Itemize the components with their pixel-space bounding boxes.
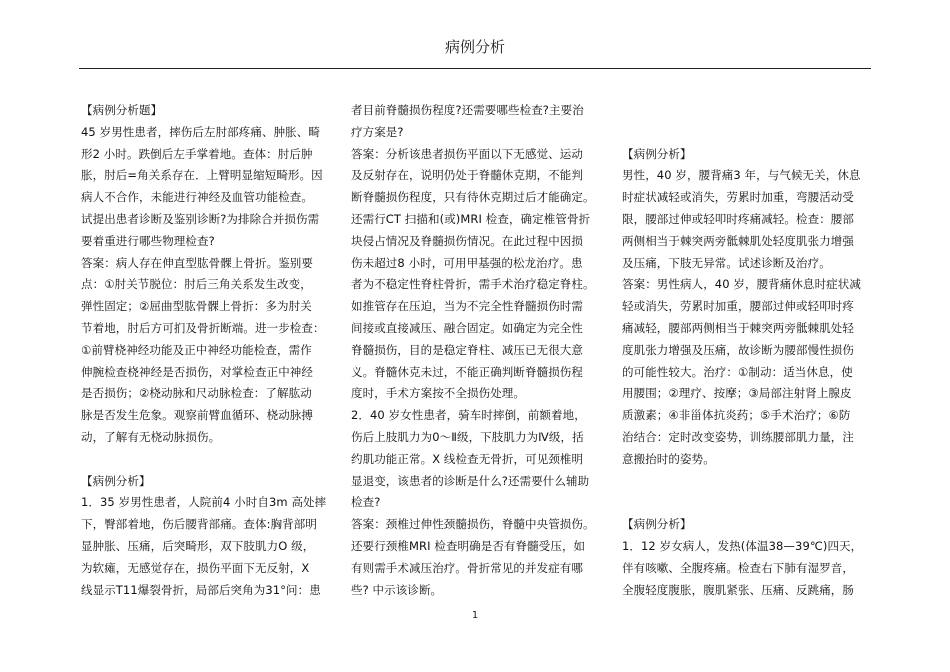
text-line: 【病例分析】: [622, 517, 692, 532]
text-line: 断脊髓损伤程度，只有待休克期过后才能确定。: [351, 190, 595, 205]
text-line: 约肌功能正常。X 线检查无骨折，可见颈椎明: [351, 451, 584, 466]
text-line: 有则需手术减压治疗。骨折常见的并发症有哪: [351, 560, 583, 575]
text-line: 检查?: [351, 495, 381, 510]
text-line: 还要行颈椎MRI 检查明确是否有脊髓受压，如: [351, 538, 586, 553]
text-line: 者为不稳定性脊柱骨折，需手术治疗稳定脊柱。: [351, 277, 595, 292]
text-line: 答案：病人存在伸直型肱骨髁上骨折。鉴别要: [81, 255, 313, 270]
header-divider: [79, 68, 871, 69]
text-line: 45 岁男性患者，摔伤后左肘部疼痛、肿胀、畸: [81, 124, 320, 139]
text-line: 胀，肘后=角关系存在．上臂明显缩短畸形。因: [81, 168, 323, 183]
text-line: 男性，40 岁，腰背痛3 年，与气候无关，休息: [622, 168, 861, 183]
text-line: 意搬抬时的姿势。: [622, 451, 715, 466]
text-line: ①前臂桡神经功能及正中神经功能检查，需作: [81, 342, 312, 357]
text-line: 限，腰部过伸或轻叩时疼痛减轻。检查：腰部: [622, 211, 854, 226]
paragraph-gap: [622, 122, 884, 144]
paragraph-gap: [622, 100, 884, 122]
case-block: [622, 514, 884, 601]
text-line: 间接或直接减压、融合固定。如确定为完全性: [351, 320, 583, 335]
text-line: 者目前脊髓损伤程度?还需要哪些检查?主要治: [351, 103, 584, 117]
text-line: 为软瘫，无感觉存在，损伤平面下无反射，X: [81, 560, 310, 575]
text-line: 块侵占情况及脊髓损伤情况。在此过程中因损: [351, 233, 583, 248]
text-line: 2．40 岁女性患者，骑车时摔倒，前额着地，: [351, 408, 586, 423]
text-line: 如推管存在压迫，当为不完全性脊髓损伤时需: [351, 299, 583, 314]
text-line: 脊髓损伤，目的是稳定脊柱、减压已无很大意: [351, 342, 583, 357]
text-line: 动，了解有无桡动脉损伤。: [81, 429, 221, 444]
text-line: 伴有咳嗽、全腹疼痛。检查右下肺有湿罗音，: [622, 560, 854, 575]
paragraph-gap: [622, 471, 884, 493]
text-line: 脉是否发生危象。观察前臂血循环、桡动脉搏: [81, 408, 313, 423]
case-block: [351, 100, 613, 601]
text-line: 线显示T11爆裂骨折，局部后突角为31°问：患: [81, 582, 321, 597]
paragraph-gap: [81, 449, 343, 471]
text-line: 度肌张力增强及压痛，故诊断为腰部慢性损伤: [622, 342, 854, 357]
text-line: 的可能性较大。治疗：①制动：适当休息，使: [622, 364, 853, 379]
text-line: 【病例分析】: [622, 146, 692, 161]
text-column-3: [622, 100, 884, 601]
text-line: 1．35 岁男性患者，人院前4 小时自3m 高处摔: [81, 495, 327, 510]
text-line: 伸腕检查桡神经是否损伤，对掌检查正中神经: [81, 364, 313, 379]
case-block: [622, 144, 884, 471]
text-line: 【病例分析】: [81, 473, 151, 488]
text-line: 时症状减轻或消失，劳累时加重，弯腰活动受: [622, 190, 854, 205]
text-line: 及压痛，下肢无异常。试述诊断及治疗。: [622, 255, 831, 270]
text-line: 还需行CT 扫描和(或)MRI 检查，确定椎管骨折: [351, 211, 591, 226]
text-line: 病人不合作，未能进行神经及血管功能检查。: [81, 190, 313, 205]
text-line: 【病例分析题】: [81, 103, 163, 117]
text-line: 痛减轻，腰部两侧相当于棘突两旁骶棘肌处轻: [622, 320, 854, 335]
text-line: 轻或消失，劳累时加重，腰部过伸或轻叩时疼: [622, 299, 854, 314]
page-title: 病例分析: [444, 38, 505, 56]
text-line: 伤未超过8 小时，可用甲基强的松龙治疗。患: [351, 255, 583, 270]
text-line: 形2 小时。跌倒后左手掌着地。查体：肘后肿: [81, 146, 313, 161]
text-line: 下，臀部着地，伤后腰背部痛。查体:胸背部明: [81, 517, 317, 532]
paragraph-gap: [622, 492, 884, 514]
text-line: 答案：颈椎过伸性颈髓损伤，脊髓中央管损伤。: [351, 517, 595, 532]
text-line: 义。脊髓休克未过，不能正确判断脊髓损伤程: [351, 364, 583, 379]
text-line: 弹性固定；②屈曲型肱骨髁上骨折：多为肘关: [81, 299, 312, 314]
text-line: 答案：分析该患者损伤平面以下无感觉、运动: [351, 146, 583, 161]
text-line: 治结合：定时改变姿势，训练腰部肌力量，注: [622, 429, 854, 444]
text-line: 用腰围；②理疗、按摩；③局部注射肾上腺皮: [622, 386, 852, 401]
text-line: 些? 中示该诊断。: [351, 582, 443, 597]
text-line: 度时，手术方案按不全损伤处理。: [351, 386, 525, 401]
text-line: 点：①肘关节脱位：肘后三角关系发生改变，: [81, 277, 312, 292]
text-line: 显退变，该患者的诊断是什么?还需要什么辅助: [351, 473, 590, 488]
text-line: 节着地，肘后方可扪及骨折断端。进一步检查：: [81, 320, 325, 335]
text-line: 及反射存在，说明仍处于脊髓休克期，不能判: [351, 168, 583, 183]
text-line: 1．12 岁女病人，发热(体温38—39℃)四天，: [622, 538, 863, 553]
text-line: 试提出患者诊断及鉴别诊断?为排除合并损伤需: [81, 211, 320, 226]
text-column-2: [351, 100, 613, 601]
text-line: 全腹轻度腹胀，腹肌紧张、压痛、反跳痛，肠: [622, 582, 854, 597]
text-line: 要着重进行哪些物理检查?: [81, 233, 215, 248]
case-block: [81, 471, 343, 602]
text-column-1: [81, 100, 343, 601]
text-line: 疗方案是?: [351, 124, 404, 139]
page-number: 1: [471, 610, 479, 621]
text-line: 是否损伤；②桡动脉和尺动脉检查：了解肱动: [81, 386, 312, 401]
text-line: 显肿胀、压痛，后突畸形，双下肢肌力O 级，: [81, 538, 315, 553]
case-block: [81, 100, 343, 449]
text-line: 两侧相当于棘突两旁骶棘肌处轻度肌张力增强: [622, 233, 854, 248]
text-line: 伤后上肢肌力为0～Ⅱ级，下肢肌力为Ⅳ级，括: [351, 429, 584, 444]
text-line: 答案：男性病人，40 岁，腰背痛休息时症状减: [622, 277, 861, 292]
text-line: 质激素；④非甾体抗炎药；⑤手术治疗；⑥防: [622, 408, 851, 423]
